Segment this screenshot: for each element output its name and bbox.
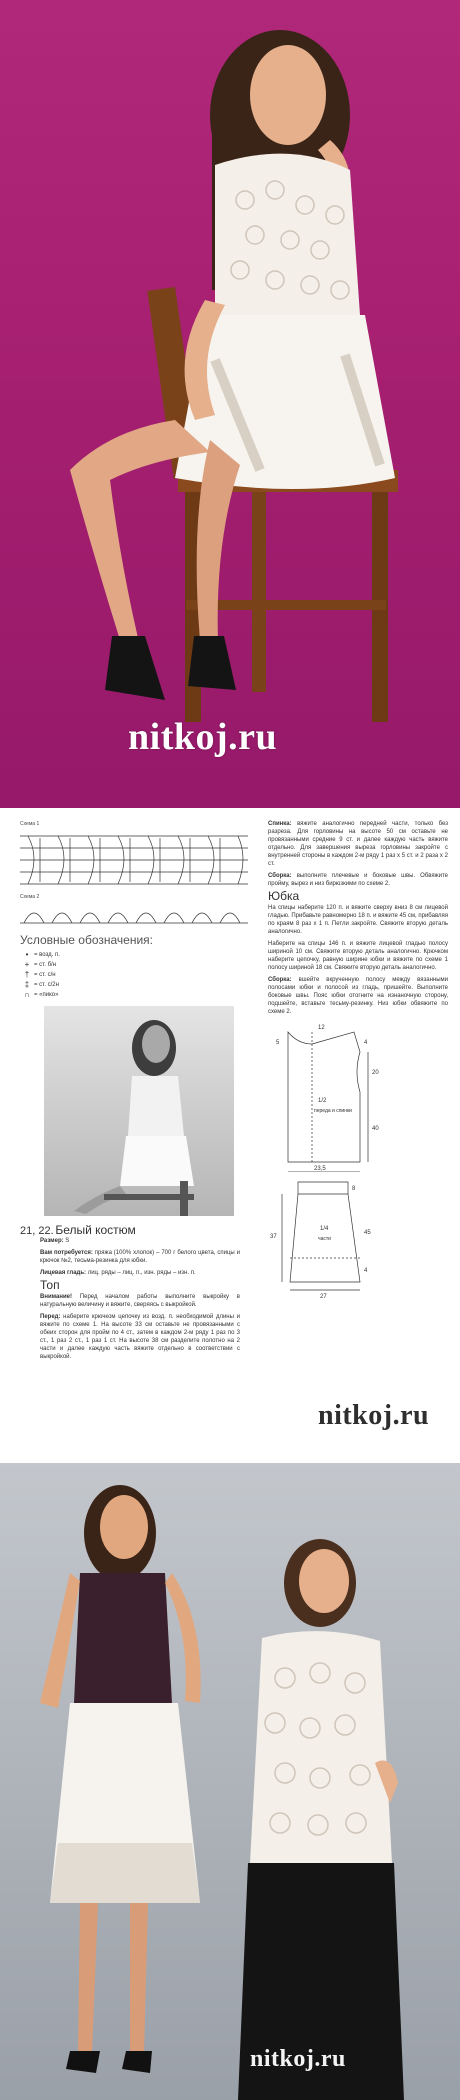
bw-model-photo [44,1006,234,1216]
magazine-page [0,808,460,1463]
dim-label: 4 [364,1040,368,1046]
legend-item: † = ст. с/н [20,970,248,980]
back-instructions: Спинка: вяжите аналогично передней части, только без разреза. Для горловины на высоте 50 см оставьте не провязанными средние 9 ст. и далее каждую часть вяжите отдельно. Для завершения выреза горловины закройте с внутренней стороны в каждом 2-м ряду 1 раз х 5 ст. и 2 раза х 2 ст. [268,821,448,867]
watermark-text: nitkoj.ru [128,716,278,758]
pattern-fraction: 1/4 [320,1226,329,1232]
legend-symbol: ‡ [24,980,30,989]
project-title: 21, 22. Белый костюм [20,1223,136,1237]
top-assembly: Сборка: выполните плечевые и боковые швы. Обвяжите пройму, вырез и низ бирюзкими по схеме 2. [268,873,448,887]
watermark-text: nitkoj.ru [318,1400,430,1431]
pattern-fraction: 1/2 [318,1098,327,1104]
legend-item: ‡ = ст. с/2н [20,980,248,990]
dim-label: 45 [364,1230,371,1236]
two-models-illustration [0,1463,460,2100]
top-section-title: Топ [40,1278,60,1292]
two-photos-panel [0,1463,460,2100]
skirt-instructions-2: Наберите на спицы 146 п. и вяжите лицевой гладью полосу шириной 10 см. Свяжите вторую деталь аналогично. Крючком наберите цепочку, равную ширине юбки и вяжите по схеме 1 полосу шириной 18 см. Свяжите вторую деталь аналогично. [268,941,448,971]
legend-symbol: + [24,960,30,969]
dim-label: 4 [364,1268,368,1274]
main-photo-panel [0,0,460,808]
legend-symbol: ∩ [24,990,30,999]
dim-label: 37 [270,1234,277,1240]
dim-label: 20 [372,1070,379,1076]
dim-label: 5 [276,1040,280,1046]
legend-item: • = возд. п. [20,950,248,960]
chart2-label: Схема 2 [20,894,40,900]
attention-note: Внимание! Перед началом работы выполните выкройку в натуральную величину и вяжите, сверяясь с выкройкой. [40,1294,240,1308]
legend-item: + = ст. б/н [20,960,248,970]
legend-symbol: • [25,950,29,959]
legend-symbol: † [24,970,30,979]
legend-title: Условные обозначения: [20,933,153,947]
left-column [20,820,248,1365]
right-column [268,820,448,1302]
skirt-instructions-1: На спицы наберите 120 п. и вяжите сверху вниз 8 см лицевой гладью. Прибавьте равномерно 18 п. и вяжите 45 см, прибавляя по краям 8 раз х 1 п. Петли закройте. Свяжите вторую деталь аналогично. [268,905,448,935]
dim-label: 12 [318,1025,325,1031]
crochet-chart-2 [20,901,248,927]
dim-label: 40 [372,1126,379,1132]
dim-label: 27 [320,1294,327,1300]
skirt-section-title: Юбка [268,889,300,903]
page-title: Белый костюм [55,1223,136,1237]
skirt-assembly: Сборка: вшейте вкрученную полосу между вязанными полосами юбки и полосой из гладь, пришейте. Выполните боковые швы. Пояс юбки отогните на изнаночную сторону, подшейте, вставьте тесьму-резинку. Низ юбки обвяжите по схеме 2. [268,977,448,1015]
pattern-piece-label: части [318,1236,331,1242]
top-pattern-diagram [268,1022,448,1172]
skirt-pattern-diagram [268,1172,448,1302]
crochet-chart-1 [20,828,248,890]
pattern-piece-label: переда и спинки [314,1108,352,1114]
front-instructions: Перед: наберите крючком цепочку из возд. п. необходимой длины и вяжите по схеме 1. На высоте 33 см оставьте не провязанными с обеих сторон для пройм по 4 ст., затем в каждом 2-м ряду 1 раз по 3 ст., 1 раз 2 ст., 1 раз 1 ст. На высоте 38 см разделите полотно на 2 части и далее каждую часть вяжите отдельно в соответствии с выкройкой. [40,1314,240,1360]
legend-item: ∩ = «пико» [20,990,248,1000]
model-photo-illustration [0,0,460,808]
chart1-label: Схема 1 [20,821,40,827]
dim-label: 23,5 [314,1166,326,1172]
dim-label: 8 [352,1186,356,1192]
legend-list [20,950,248,1000]
stitch-line: Лицевая гладь: лиц. ряды – лиц. п., изн. ряды – изн. п. [40,1270,196,1276]
watermark-text: nitkoj.ru [250,2046,346,2072]
materials-line: Вам потребуется: пряжа (100% хлопок) – 700 г белого цвета, спицы и крючок №2, тесьма-резинка для юбки. [40,1250,240,1264]
size-line: Размер: S [40,1238,70,1244]
